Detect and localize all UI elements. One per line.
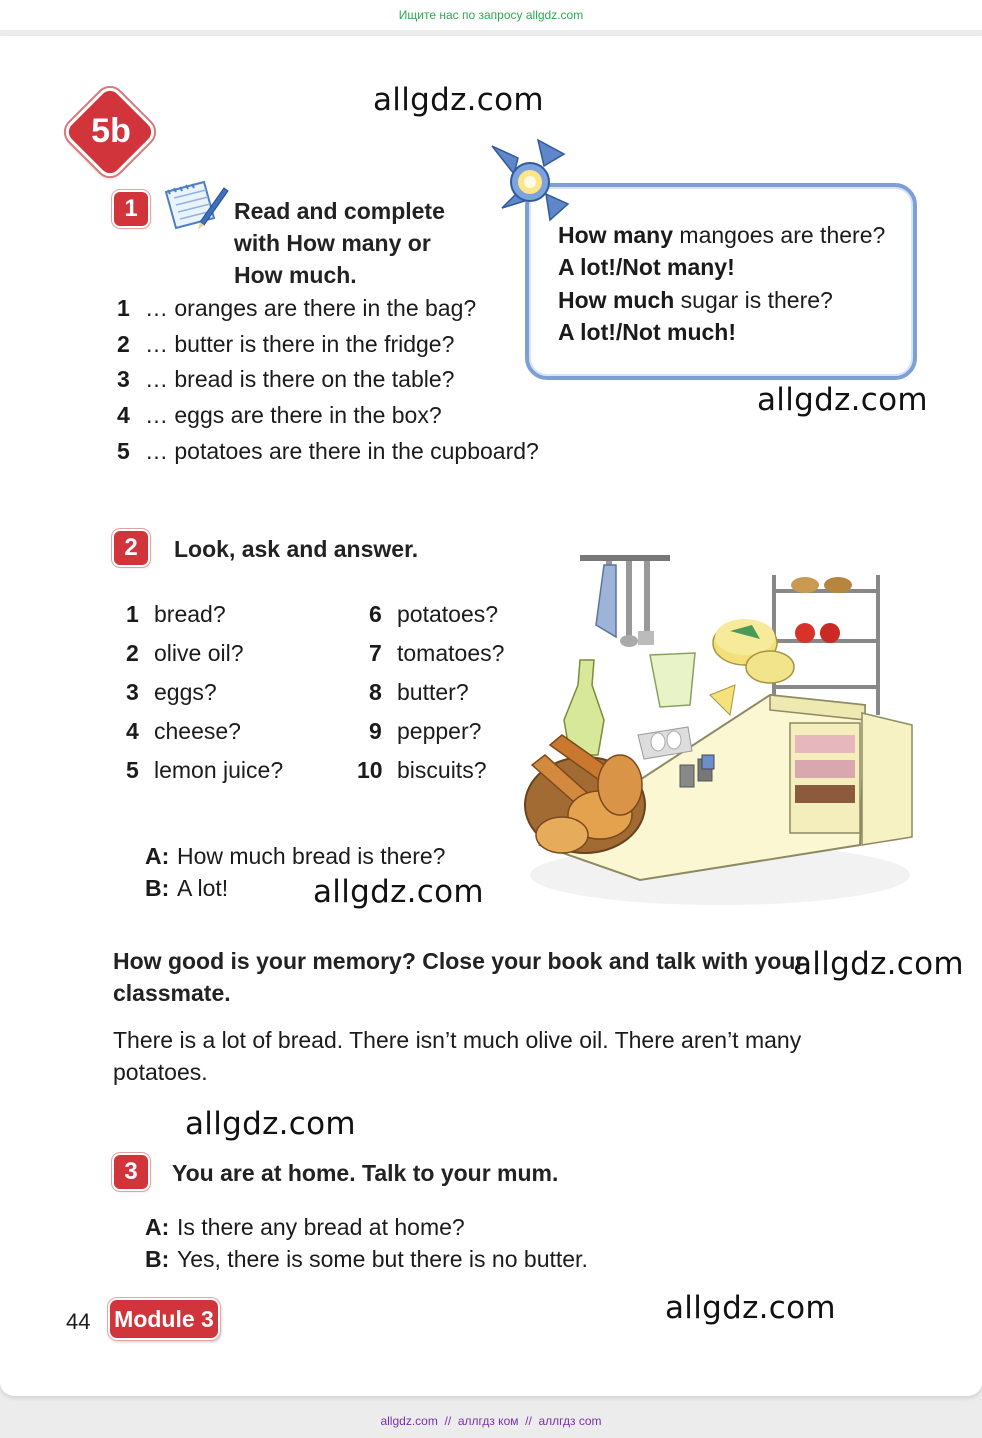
- kitchen-illustration: [520, 545, 920, 910]
- list-item-text: bread?: [154, 601, 226, 627]
- list-item: 6: [369, 601, 382, 627]
- list-item-text: … eggs are there in the box?: [145, 402, 442, 428]
- list-item: 4: [126, 718, 139, 744]
- list-item: 7: [369, 640, 382, 666]
- notebook-pencil-icon: [160, 178, 230, 234]
- grammar-line-2: A lot!/Not many!: [558, 254, 735, 280]
- list-item-text: olive oil?: [154, 640, 244, 666]
- exercise-1-title-line1: Read and complete: [234, 198, 445, 224]
- list-item: 10: [357, 757, 383, 783]
- exercise-3-number: 3: [114, 1155, 148, 1189]
- dialog-speaker: A:: [145, 843, 170, 869]
- list-item-text: potatoes?: [397, 601, 499, 627]
- list-item-text: pepper?: [397, 718, 482, 744]
- list-item-text: butter?: [397, 679, 469, 705]
- exercise-1-title-line3: How much.: [234, 262, 357, 288]
- list-item: 9: [369, 718, 382, 744]
- dialog-line: A lot!: [177, 875, 229, 901]
- dialog-speaker: A:: [145, 1214, 170, 1240]
- list-item: 1: [117, 295, 130, 321]
- exercise-1-title-line2: with How many or: [234, 230, 431, 256]
- dialog-line: Is there any bread at home?: [177, 1214, 465, 1240]
- exercise-2-number: 2: [114, 531, 148, 565]
- spotlight-icon: [488, 138, 572, 228]
- grammar-line-1: How many mangoes are there?: [558, 222, 886, 248]
- exercise-3-title: You are at home. Talk to your mum.: [172, 1160, 559, 1186]
- watermark: allgdz.com: [665, 1290, 836, 1326]
- exercise-2-title: Look, ask and answer.: [174, 536, 419, 562]
- watermark: allgdz.com: [757, 382, 928, 418]
- list-item-text: cheese?: [154, 718, 241, 744]
- top-banner: [0, 0, 982, 30]
- list-item-text: tomatoes?: [397, 640, 505, 666]
- lesson-badge-label: 5b: [91, 112, 131, 150]
- memory-title-line2: classmate.: [113, 980, 231, 1006]
- list-item-text: lemon juice?: [154, 757, 284, 783]
- exercise-1-number: 1: [114, 192, 148, 226]
- list-item: 3: [126, 679, 139, 705]
- list-item: 5: [117, 438, 130, 464]
- list-item-text: … butter is there in the fridge?: [145, 331, 455, 357]
- dialog-line: Yes, there is some but there is no butter.: [177, 1246, 588, 1272]
- memory-text-line2: potatoes.: [113, 1059, 208, 1085]
- watermark: allgdz.com: [185, 1106, 356, 1142]
- list-item: 1: [126, 601, 139, 627]
- dialog-line: How much bread is there?: [177, 843, 446, 869]
- dialog-speaker: B:: [145, 1246, 170, 1272]
- list-item: 3: [117, 366, 130, 392]
- list-item: 2: [126, 640, 139, 666]
- top-banner-link[interactable]: Ищите нас по запросу allgdz.com: [398, 8, 584, 22]
- list-item-text: … bread is there on the table?: [145, 366, 455, 392]
- bottom-banner-links[interactable]: allgdz.com // аллгдз ком // аллгдз com: [380, 1414, 602, 1428]
- list-item: 8: [369, 679, 382, 705]
- page-number: 44: [66, 1309, 91, 1334]
- list-item-text: … oranges are there in the bag?: [145, 295, 477, 321]
- grammar-line-4: A lot!/Not much!: [558, 319, 737, 345]
- list-item: 4: [117, 402, 130, 428]
- dialog-speaker: B:: [145, 875, 170, 901]
- list-item: 2: [117, 331, 130, 357]
- list-item: 5: [126, 757, 139, 783]
- list-item-text: eggs?: [154, 679, 217, 705]
- bottom-banner: [0, 1408, 982, 1438]
- module-badge: Module 3: [110, 1300, 218, 1338]
- memory-text-line1: There is a lot of bread. There isn’t much olive oil. There aren’t many: [113, 1027, 802, 1053]
- watermark: allgdz.com: [373, 82, 544, 118]
- list-item-text: biscuits?: [397, 757, 487, 783]
- grammar-line-3: How much sugar is there?: [558, 287, 833, 313]
- watermark: allgdz.com: [313, 874, 484, 910]
- watermark: allgdz.com: [793, 946, 964, 982]
- list-item-text: … potatoes are there in the cupboard?: [145, 438, 539, 464]
- memory-title-line1: How good is your memory? Close your book and talk with your: [113, 948, 805, 974]
